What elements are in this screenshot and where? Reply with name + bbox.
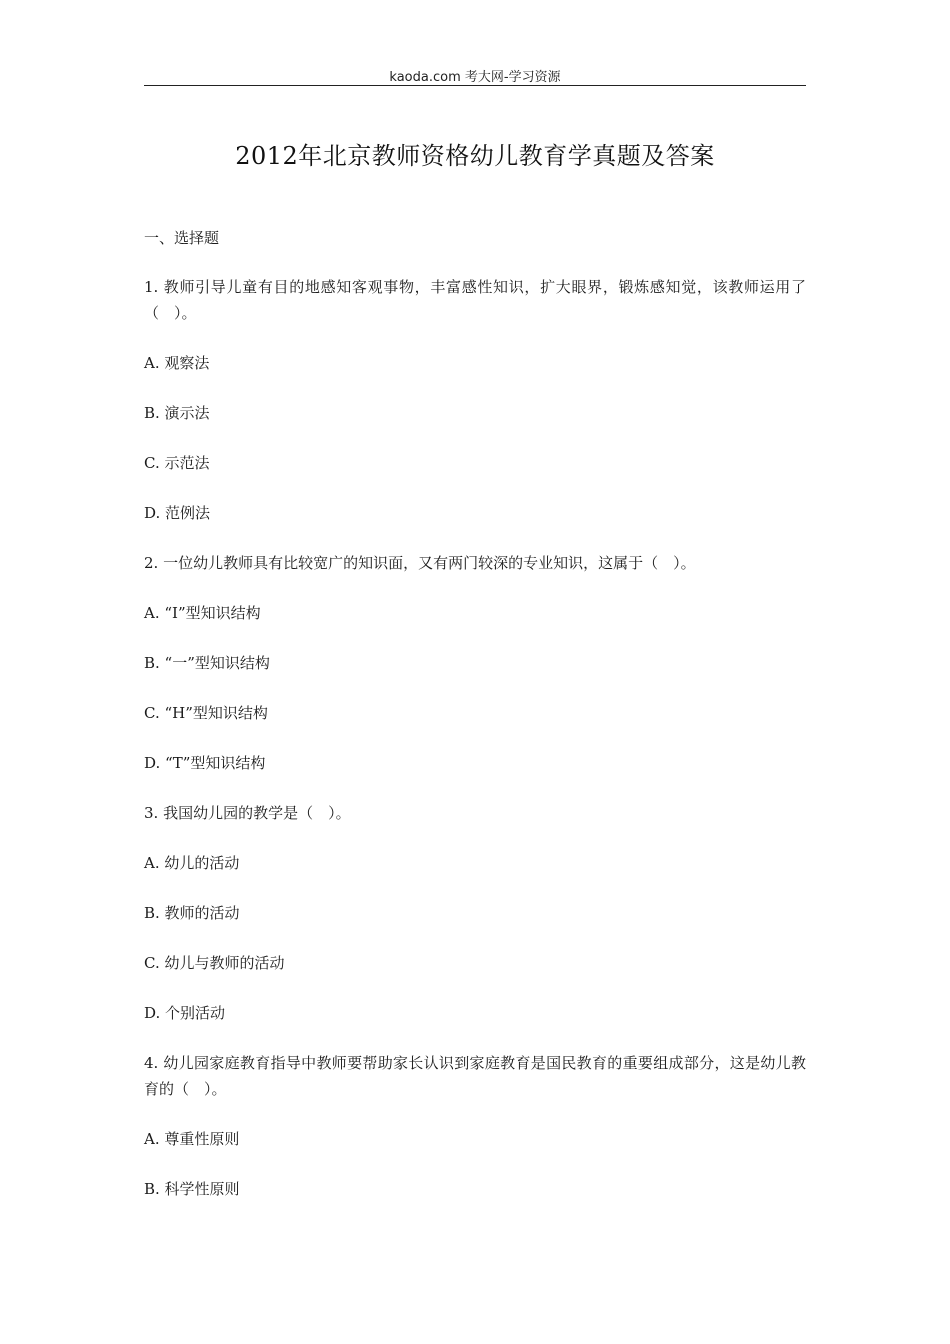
section-heading: 一、选择题 <box>144 229 220 247</box>
question-2-option-d: D. “T”型知识结构 <box>144 754 266 772</box>
question-3-option-b: B. 教师的活动 <box>144 904 240 922</box>
page-header-text: kaoda.com 考大网-学习资源 <box>389 70 561 85</box>
question-2-text: 2. 一位幼儿教师具有比较宽广的知识面，又有两门较深的专业知识，这属于（ ）。 <box>144 554 696 572</box>
question-1-option-c: C. 示范法 <box>144 454 210 472</box>
question-2-option-c: C. “H”型知识结构 <box>144 704 268 722</box>
question-4-text: 4. 幼儿园家庭教育指导中教师要帮助家长认识到家庭教育是国民教育的重要组成部分，这是幼儿教育的（ ）。 <box>144 1054 806 1098</box>
question-4-option-b: B. 科学性原则 <box>144 1180 240 1198</box>
question-1-option-d: D. 范例法 <box>144 504 211 522</box>
question-2-option-a: A. “I”型知识结构 <box>144 604 261 622</box>
header-divider <box>144 85 806 86</box>
question-1-option-a: A. 观察法 <box>144 354 210 372</box>
question-3-option-c: C. 幼儿与教师的活动 <box>144 954 285 972</box>
question-1-text: 1. 教师引导儿童有目的地感知客观事物，丰富感性知识，扩大眼界，锻炼感知觉，该教师运用了（ ）。 <box>144 278 806 322</box>
question-1-option-b: B. 演示法 <box>144 404 210 422</box>
document-title: 2012年北京教师资格幼儿教育学真题及答案 <box>235 142 715 170</box>
question-3-option-d: D. 个别活动 <box>144 1004 226 1022</box>
question-2-option-b: B. “一”型知识结构 <box>144 654 270 672</box>
question-4-option-a: A. 尊重性原则 <box>144 1130 240 1148</box>
question-list <box>144 274 806 1226</box>
question-3-text: 3. 我国幼儿园的教学是（ ）。 <box>144 804 351 822</box>
question-3-option-a: A. 幼儿的活动 <box>144 854 240 872</box>
